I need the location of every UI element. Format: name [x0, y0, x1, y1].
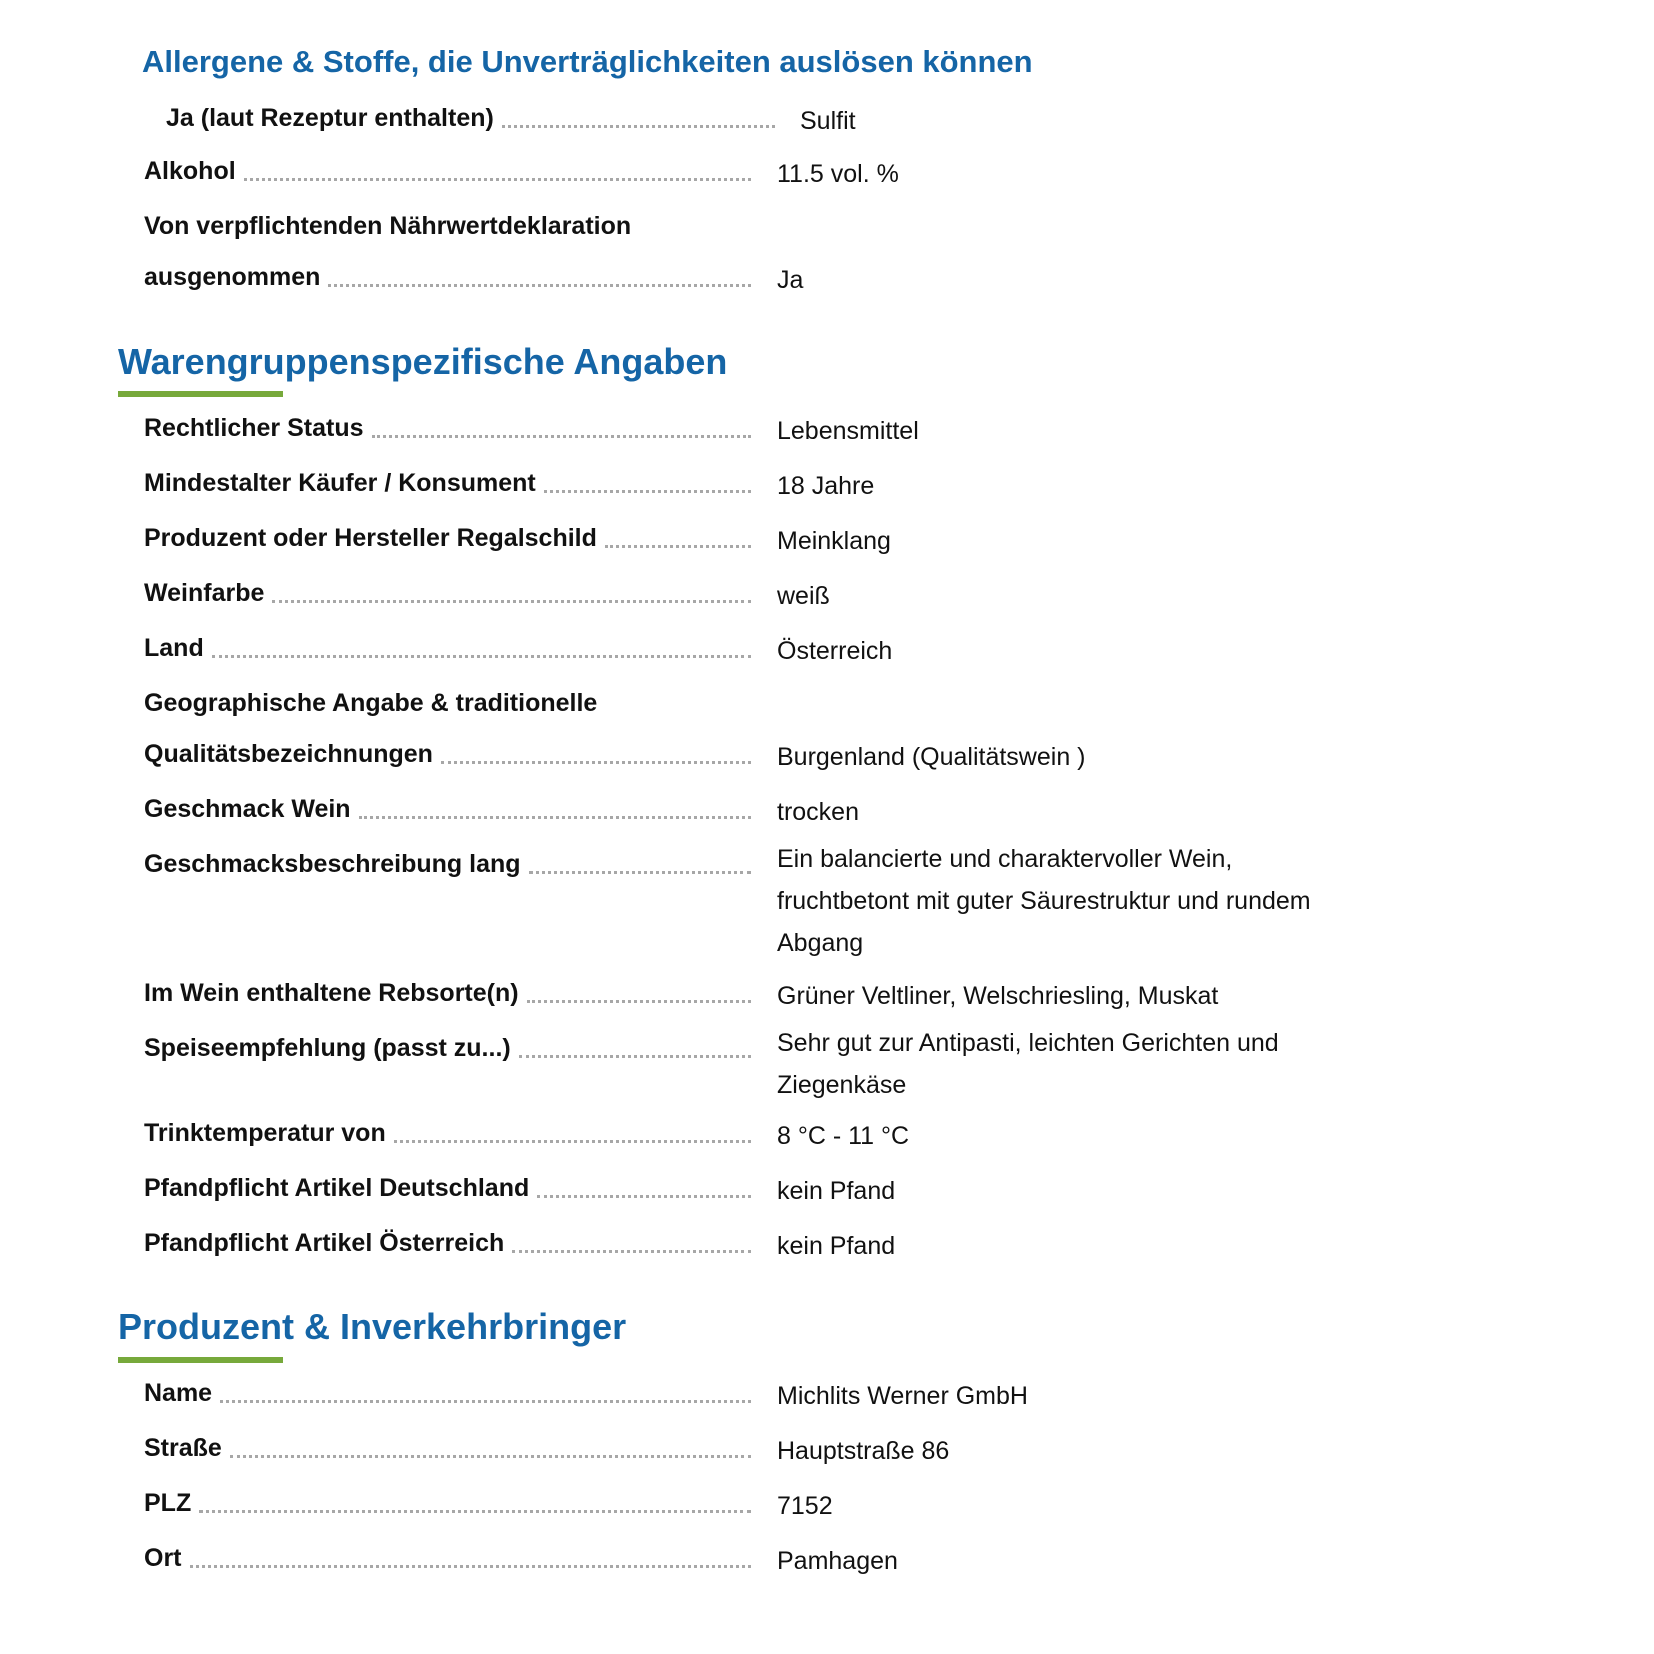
field-value: Lebensmittel	[777, 417, 919, 445]
field-label-row	[144, 738, 751, 770]
leader-dots	[502, 125, 775, 128]
field-label: Ja (laut Rezeptur enthalten)	[166, 104, 494, 132]
field-label: Alkohol	[144, 157, 236, 185]
field-label-line1: Geographische Angabe & traditionelle	[144, 689, 598, 717]
allergene-heading: Allergene & Stoffe, die Unverträglichkeiten auslösen können	[142, 44, 1033, 79]
field-label-row	[144, 1487, 751, 1519]
field-label: Geschmacksbeschreibung lang	[144, 850, 521, 878]
value-line: Ein balancierte und charaktervoller Wein,	[777, 845, 1233, 873]
field-label: Im Wein enthaltene Rebsorte(n)	[144, 979, 519, 1007]
field-value: Sulfit	[800, 107, 856, 135]
field-label-row	[144, 848, 751, 880]
field-label: PLZ	[144, 1489, 192, 1517]
field-label: Straße	[144, 1434, 222, 1462]
field-label-row	[144, 412, 751, 444]
field-label-row	[144, 1117, 751, 1149]
field-value-multiline	[777, 1022, 1377, 1106]
leader-dots	[244, 178, 751, 181]
field-value: Ja	[777, 266, 804, 294]
field-value: 7152	[777, 1492, 833, 1520]
field-label: Qualitätsbezeichnungen	[144, 740, 433, 768]
field-value: 11.5 vol. %	[777, 160, 899, 188]
field-value: Burgenland (Qualitätswein )	[777, 743, 1086, 771]
field-value: kein Pfand	[777, 1232, 896, 1260]
field-label: Name	[144, 1379, 213, 1407]
field-label-row	[144, 1432, 751, 1464]
field-label-row	[144, 577, 751, 609]
field-value: trocken	[777, 798, 859, 826]
field-label-row	[144, 1172, 751, 1204]
field-label: Geschmack Wein	[144, 795, 351, 823]
leader-dots	[372, 435, 751, 438]
section-title-produzent: Produzent & Inverkehrbringer	[118, 1306, 627, 1347]
leader-dots	[441, 761, 751, 764]
field-label: Pfandpflicht Artikel Deutschland	[144, 1174, 530, 1202]
field-label-row	[144, 261, 751, 293]
leader-dots	[512, 1250, 751, 1253]
field-label-row	[144, 467, 751, 499]
leader-dots	[272, 600, 751, 603]
leader-dots	[328, 284, 751, 287]
field-label-row	[166, 102, 775, 134]
field-label: Trinktemperatur von	[144, 1119, 386, 1147]
field-label: Produzent oder Hersteller Regalschild	[144, 524, 597, 552]
leader-dots	[212, 655, 751, 658]
field-value: 8 °C - 11 °C	[777, 1122, 910, 1150]
leader-dots	[199, 1510, 751, 1513]
field-label-row	[144, 1377, 751, 1409]
section-title-waren: Warengruppenspezifische Angaben	[118, 341, 728, 382]
leader-dots	[544, 490, 751, 493]
leader-dots	[527, 1000, 751, 1003]
field-label-row	[144, 1032, 751, 1064]
section-underline	[118, 391, 283, 397]
leader-dots	[220, 1400, 751, 1403]
leader-dots	[537, 1195, 751, 1198]
leader-dots	[190, 1565, 752, 1568]
field-label-row	[144, 155, 751, 187]
field-label: Mindestalter Käufer / Konsument	[144, 469, 536, 497]
field-label-row	[144, 977, 751, 1009]
field-label: Pfandpflicht Artikel Österreich	[144, 1229, 505, 1257]
field-label-line1: Von verpflichtenden Nährwertdeklaration	[144, 212, 632, 240]
leader-dots	[605, 545, 751, 548]
field-value: Österreich	[777, 637, 893, 665]
field-value: 18 Jahre	[777, 472, 875, 500]
field-label: ausgenommen	[144, 263, 321, 291]
field-value: weiß	[777, 582, 830, 610]
field-value: Pamhagen	[777, 1547, 898, 1575]
field-label: Rechtlicher Status	[144, 414, 364, 442]
value-line: fruchtbetont mit guter Säurestruktur und rundem	[777, 887, 1311, 915]
field-label: Weinfarbe	[144, 579, 265, 607]
field-value: Michlits Werner GmbH	[777, 1382, 1028, 1410]
field-label-row	[144, 632, 751, 664]
leader-dots	[359, 816, 751, 819]
leader-dots	[230, 1455, 751, 1458]
leader-dots	[394, 1140, 751, 1143]
field-label: Land	[144, 634, 204, 662]
field-value: Hauptstraße 86	[777, 1437, 950, 1465]
value-line: Abgang	[777, 929, 864, 957]
section-underline	[118, 1357, 283, 1363]
field-label-row	[144, 1542, 751, 1574]
field-value: Meinklang	[777, 527, 891, 555]
field-label: Speiseempfehlung (passt zu...)	[144, 1034, 511, 1062]
leader-dots	[529, 871, 751, 874]
field-value: kein Pfand	[777, 1177, 896, 1205]
field-value: Grüner Veltliner, Welschriesling, Muskat	[777, 982, 1219, 1010]
leader-dots	[519, 1055, 751, 1058]
value-line: Sehr gut zur Antipasti, leichten Gerichten und	[777, 1029, 1279, 1057]
field-label-row	[144, 522, 751, 554]
value-line: Ziegenkäse	[777, 1071, 907, 1099]
field-label-row	[144, 1227, 751, 1259]
field-label: Ort	[144, 1544, 182, 1572]
field-label-row	[144, 793, 751, 825]
field-value-multiline	[777, 838, 1377, 964]
